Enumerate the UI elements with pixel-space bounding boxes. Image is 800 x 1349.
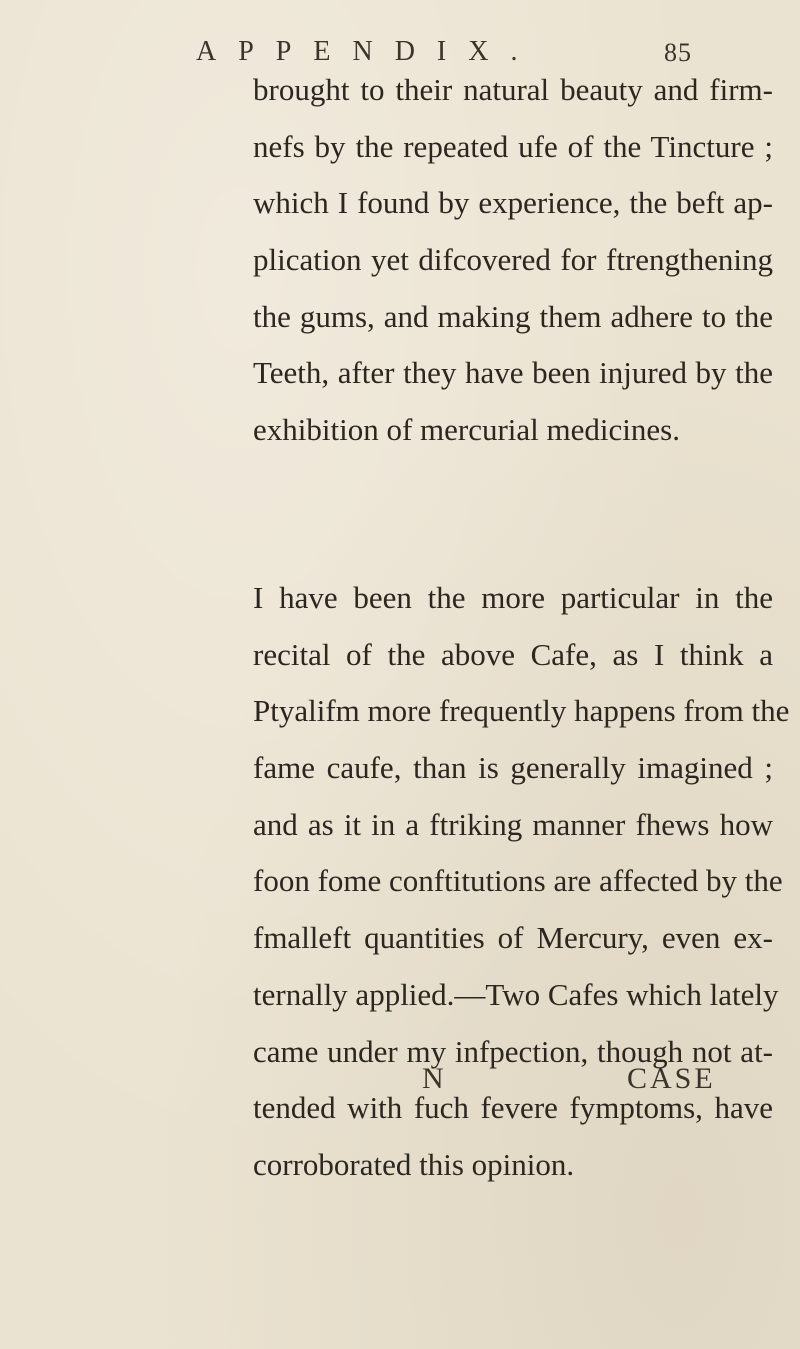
text-line: nefs by the repeated ufe of the Tincture ; [253, 128, 773, 164]
text-line: Ptyalifm more frequently happens from the [253, 693, 790, 729]
text-line: recital of the above Cafe, as I think a [253, 636, 773, 672]
page-number: 85 [664, 38, 692, 67]
text-line: which I found by experience, the beft ap- [253, 185, 773, 221]
text-line: ternally applied.—Two Cafes which lately [253, 976, 779, 1012]
paragraph-2 [253, 570, 790, 1194]
text-line: corroborated this opinion. [253, 1146, 575, 1182]
text-line: fmalleft quantities of Mercury, even ex- [253, 920, 773, 956]
running-head: APPENDIX. [196, 36, 540, 67]
text-line: came under my infpection, though not at- [253, 1033, 773, 1069]
text-line: exhibition of mercurial medicines. [253, 412, 680, 448]
signature-mark: N [422, 1062, 444, 1095]
text-line: plication yet difcovered for ftrengthening [253, 242, 773, 278]
catchword: CASE [627, 1062, 716, 1095]
text-line: brought to their natural beauty and firm- [253, 72, 773, 107]
text-line: tended with fuch fevere fymptoms, have [253, 1090, 773, 1126]
text-line: fame caufe, than is generally imagined ; [253, 750, 773, 786]
text-line: the gums, and making them adhere to the [253, 298, 773, 334]
paragraph-1 [253, 62, 773, 459]
text-line: and as it in a ftriking manner fhews how [253, 806, 773, 842]
text-line: foon fome conftitutions are affected by the [253, 863, 783, 899]
text-line: I have been the more particular in the [253, 580, 773, 615]
text-line: Teeth, after they have been injured by the [253, 355, 773, 391]
